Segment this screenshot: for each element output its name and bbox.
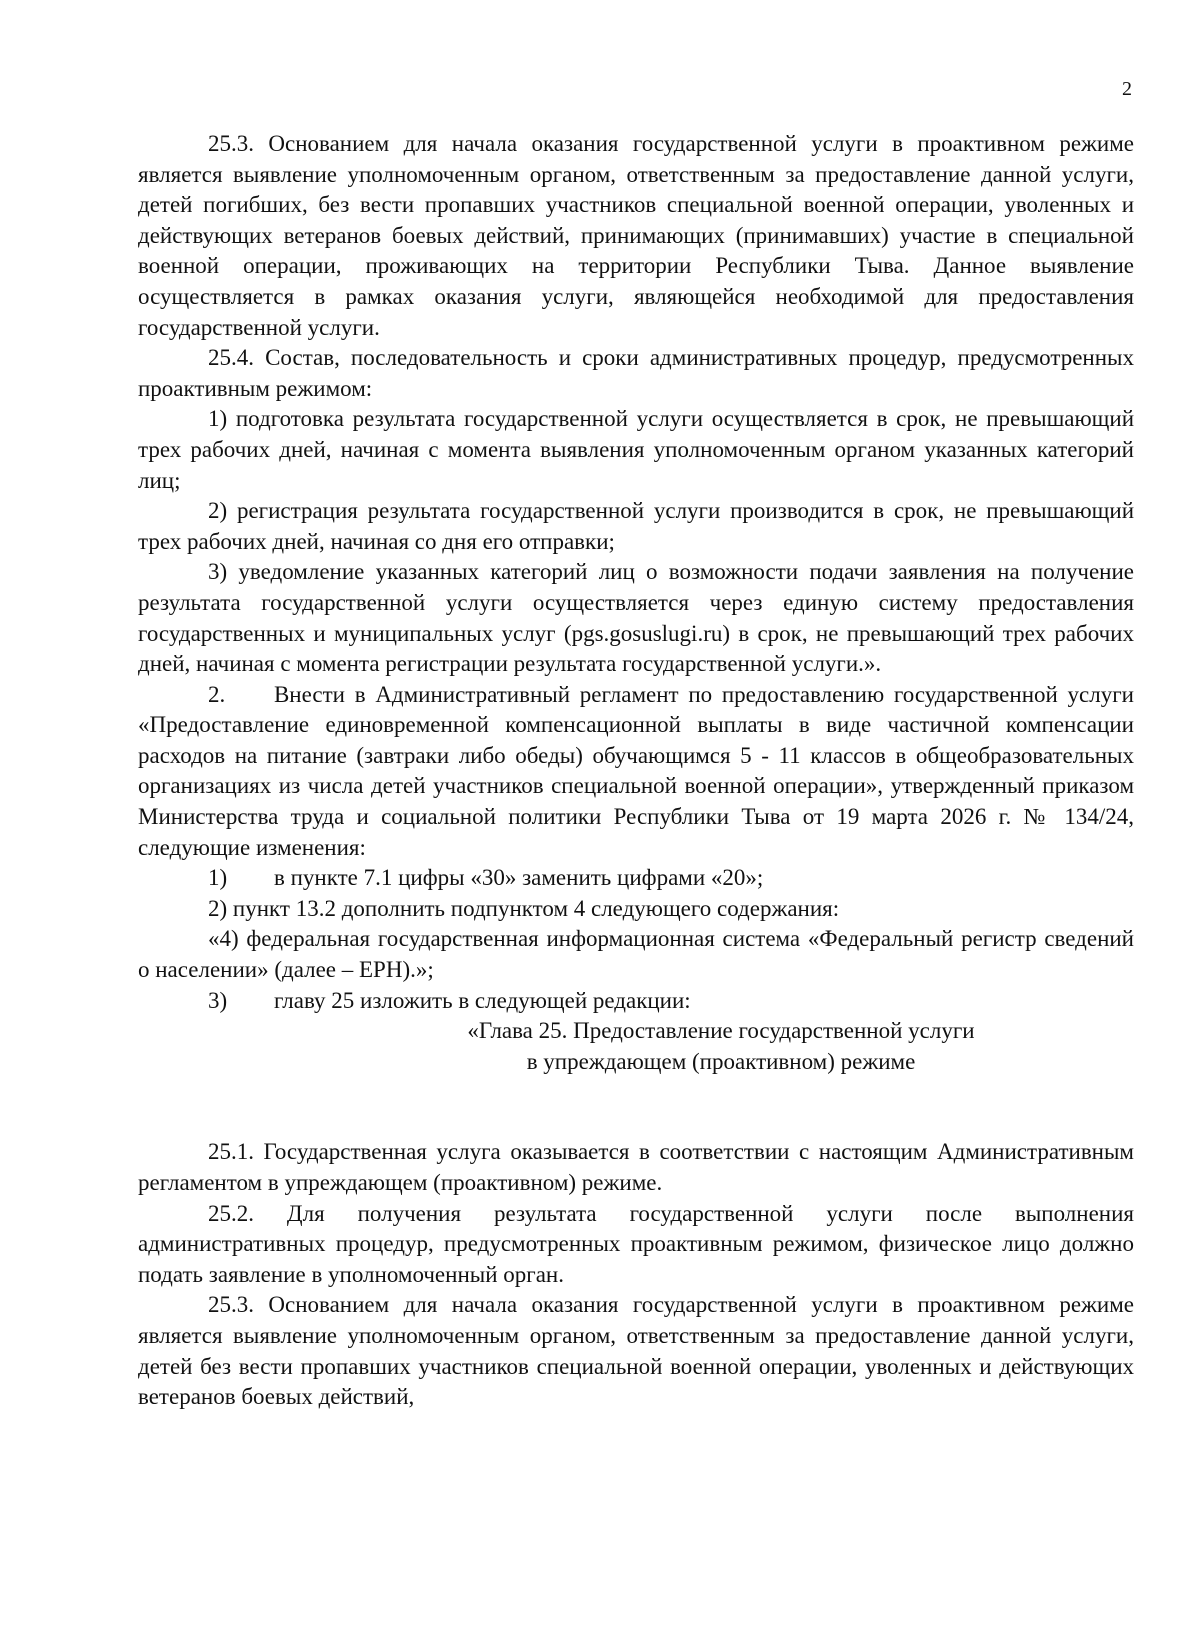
paragraph-25-2: 25.2. Для получения результата государственной услуги после выполнения административных процедур, предусмотренных проактивным режимом, физическое лицо должно подать заявление в уполномоченный орган. [138,1200,1134,1287]
page-number: 2 [1122,78,1132,100]
chapter-heading-line-2: в упреждающем (проактивном) режиме [526,1048,916,1074]
change-item-1 [138,863,1134,894]
clause-2: 2. Внести в Административный регламент по предоставлению государственной услуги «Предоставление единовременной компенсационной выплаты в виде частичной компенсации расходов на питание (завтраки либо обеды) обучающимся 5 - 11 классов в общеобразовательных организациях из числа детей участников специальной военной операции», утвержденный приказом Министерства труда и социальной политики Республики Тыва от 19 марта 2026 г. № 134/24, следующие изменения: [138,681,1140,860]
change-item-2: 2) пункт 13.2 дополнить подпунктом 4 следующего содержания: [208,895,840,921]
paragraph-25-4: 25.4. Состав, последовательность и сроки административных процедур, предусмотренных проактивным режимом: [138,345,1134,401]
change-item-2-quote: «4) федеральная государственная информационная система «Федеральный регистр сведений о населении» (далее – ЕРН).»; [138,926,1134,983]
chapter-heading [138,1016,1134,1077]
change-item-1-text: в пункте 7.1 цифры «30» заменить цифрами «20»; [274,865,764,891]
list-item-3: 3) уведомление указанных категорий лиц о возможности подачи заявления на получение результата государственной услуги осуществляется через единую систему предоставления государственных и муниципальных услуг (pgs.gosuslugi.ru) в срок, не превышающий трех рабочих дней, начиная с момента регистрации результата государственной услуги.». [138,559,1134,677]
chapter-heading-line-1: «Глава 25. Предоставление государственной услуги [467,1018,975,1044]
heading-spacer [138,1077,1134,1137]
change-item-3-number: 3) [208,987,228,1013]
change-item-3-text: главу 25 изложить в следующей редакции: [274,987,691,1013]
change-item-1-number: 1) [208,865,228,891]
list-item-1: 1) подготовка результата государственной услуги осуществляется в срок, не превышающий трех рабочих дней, начиная с момента выявления уполномоченным органом указанных категорий лиц; [138,406,1134,493]
paragraph-25-1: 25.1. Государственная услуга оказывается в соответствии с настоящим Административным регламентом в упреждающем (проактивном) режиме. [138,1139,1134,1195]
change-item-3 [138,986,1134,1017]
list-item-2: 2) регистрация результата государственной услуги производится в срок, не превышающий трех рабочих дней, начиная со дня его отправки; [138,498,1134,554]
paragraph-25-3-old: 25.3. Основанием для начала оказания государственной услуги в проактивном режиме является выявление уполномоченным органом, ответственным за предоставление данной услуги, детей погибших, без вести пропавших участников специальной военной операции, уволенных и действующих ветеранов боевых действий, принимающих (принимавших) участие в специальной военной операции, проживающих на территории Республики Тыва. Данное выявление осуществляется в рамках оказания услуги, являющейся необходимой для предоставления государственной услуги. [138,131,1134,340]
document-body [138,129,1140,1413]
paragraph-25-3-new: 25.3. Основанием для начала оказания государственной услуги в проактивном режиме является выявление уполномоченным органом, ответственным за предоставление данной услуги, детей без вести пропавших участников специальной военной операции, уволенных и действующих ветеранов боевых действий, [138,1292,1134,1410]
